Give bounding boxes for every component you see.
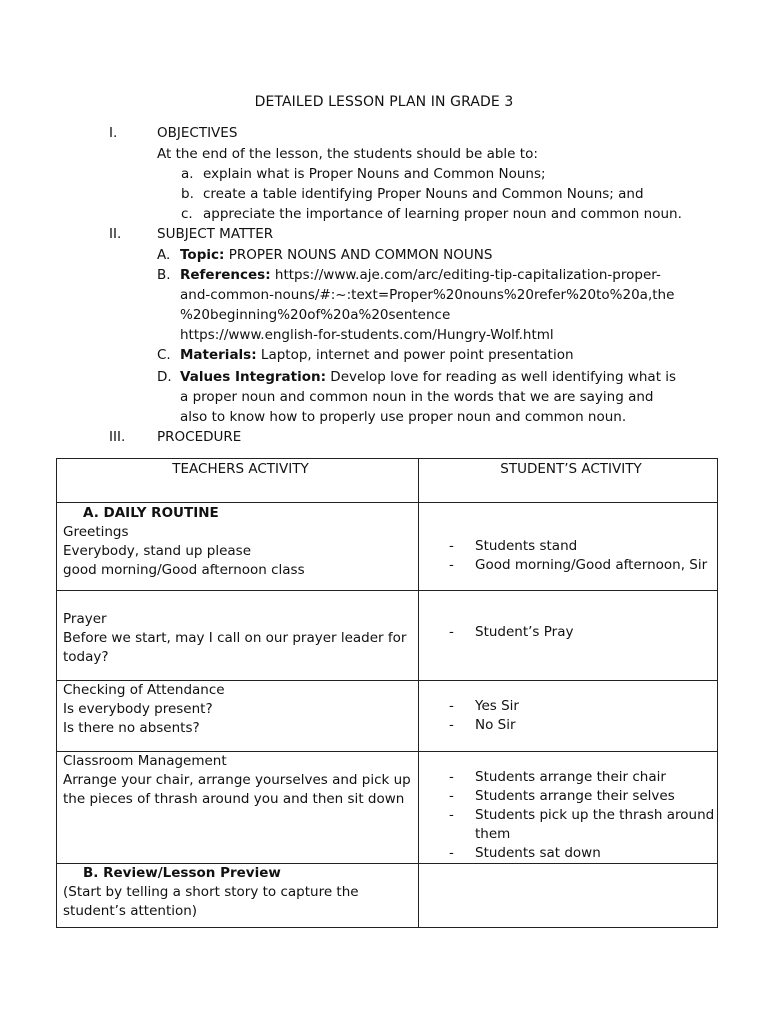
list-item: - Students sat down — [449, 844, 717, 863]
topic-line — [180, 246, 492, 266]
values-label: Values Integration: — [180, 369, 326, 385]
document-title: DETAILED LESSON PLAN IN GRADE 3 — [254, 94, 514, 110]
student-cell — [419, 503, 718, 591]
list-item: - Student’s Pray — [449, 623, 717, 642]
teacher-cell — [57, 864, 419, 928]
student-activity-header: STUDENT’S ACTIVITY — [500, 461, 642, 477]
step-heading: A. DAILY ROUTINE — [83, 505, 219, 521]
table-row — [57, 681, 718, 752]
materials-marker: C. — [157, 347, 171, 363]
section-number: III. — [109, 429, 126, 445]
teacher-cell — [57, 752, 419, 864]
objectives-intro: At the end of the lesson, the students should be able to: — [157, 146, 538, 162]
materials-label: Materials: — [180, 347, 257, 363]
teacher-line: Classroom Management — [63, 753, 227, 769]
teacher-cell — [57, 591, 419, 681]
objective-item: appreciate the importance of learning proper noun and common noun. — [203, 206, 682, 222]
materials-value: Laptop, internet and power point presentation — [260, 347, 574, 363]
references-label: References: — [180, 267, 271, 283]
reference-url: https://www.english-for-students.com/Hungry-Wolf.html — [180, 327, 554, 343]
topic-label: Topic: — [180, 247, 225, 263]
teacher-line: Prayer — [63, 611, 107, 627]
teacher-line: Arrange your chair, arrange yourselves and pick up — [63, 772, 411, 788]
table-row — [57, 864, 718, 928]
values-marker: D. — [157, 369, 172, 385]
teacher-cell — [57, 681, 419, 752]
section-title: PROCEDURE — [157, 429, 242, 445]
student-cell — [419, 752, 718, 864]
objective-marker: b. — [181, 186, 194, 202]
reference-url: and-common-nouns/#:~:text=Proper%20nouns%20refer%20to%20a,the — [180, 287, 675, 303]
student-cell — [419, 864, 718, 928]
objective-item: explain what is Proper Nouns and Common Nouns; — [203, 166, 546, 182]
reference-url: https://www.aje.com/arc/editing-tip-capitalization-proper- — [274, 267, 661, 283]
list-item: - Students arrange their selves — [449, 787, 717, 806]
table-row — [57, 503, 718, 591]
section-title: OBJECTIVES — [157, 125, 238, 141]
objective-marker: c. — [181, 206, 193, 222]
list-item: - Yes Sir — [449, 697, 717, 716]
procedure-table — [56, 458, 718, 928]
list-item: - Good morning/Good afternoon, Sir — [449, 556, 717, 575]
teacher-cell — [57, 503, 419, 591]
student-list — [425, 537, 717, 575]
student-list — [425, 623, 717, 642]
teacher-line: the pieces of thrash around you and then sit down — [63, 791, 405, 807]
table-header-row — [57, 459, 718, 503]
values-text: Develop love for reading as well identifying what is — [330, 369, 677, 385]
section-number: II. — [109, 226, 122, 242]
list-item: - Students arrange their chair — [449, 768, 717, 787]
list-item: - Students pick up the thrash around them — [449, 806, 717, 844]
list-item: - Students stand — [449, 537, 717, 556]
table-row — [57, 591, 718, 681]
teacher-line: good morning/Good afternoon class — [63, 562, 305, 578]
teacher-line: Everybody, stand up please — [63, 543, 252, 559]
materials-line — [180, 346, 574, 366]
student-cell — [419, 591, 718, 681]
list-item: - No Sir — [449, 716, 717, 735]
references-marker: B. — [157, 267, 171, 283]
teacher-line: Is there no absents? — [63, 720, 200, 736]
section-title: SUBJECT MATTER — [157, 226, 274, 242]
values-text: a proper noun and common noun in the words that we are saying and — [180, 389, 654, 405]
topic-value: PROPER NOUNS AND COMMON NOUNS — [228, 247, 493, 263]
objective-item: create a table identifying Proper Nouns and Common Nouns; and — [203, 186, 644, 202]
values-text: also to know how to properly use proper noun and common noun. — [180, 409, 627, 425]
values-line — [180, 368, 676, 388]
teacher-activity-header: TEACHERS ACTIVITY — [172, 461, 309, 477]
teacher-line: Is everybody present? — [63, 701, 213, 717]
student-list — [425, 768, 717, 863]
teacher-line: today? — [63, 649, 109, 665]
section-number: I. — [109, 125, 118, 141]
teacher-line: Greetings — [63, 524, 129, 540]
references-line — [180, 266, 661, 286]
reference-url: %20beginning%20of%20a%20sentence — [180, 307, 451, 323]
topic-marker: A. — [157, 247, 171, 263]
teacher-line: Checking of Attendance — [63, 682, 225, 698]
teacher-line: (Start by telling a short story to capture the — [63, 884, 359, 900]
student-list — [425, 697, 717, 735]
teacher-line: Before we start, may I call on our prayer leader for — [63, 630, 407, 646]
table-row — [57, 752, 718, 864]
teacher-line: student’s attention) — [63, 903, 198, 919]
objective-marker: a. — [181, 166, 194, 182]
header-cell-student — [419, 459, 718, 503]
header-cell-teacher — [57, 459, 419, 503]
step-heading: B. Review/Lesson Preview — [83, 865, 281, 881]
student-cell — [419, 681, 718, 752]
